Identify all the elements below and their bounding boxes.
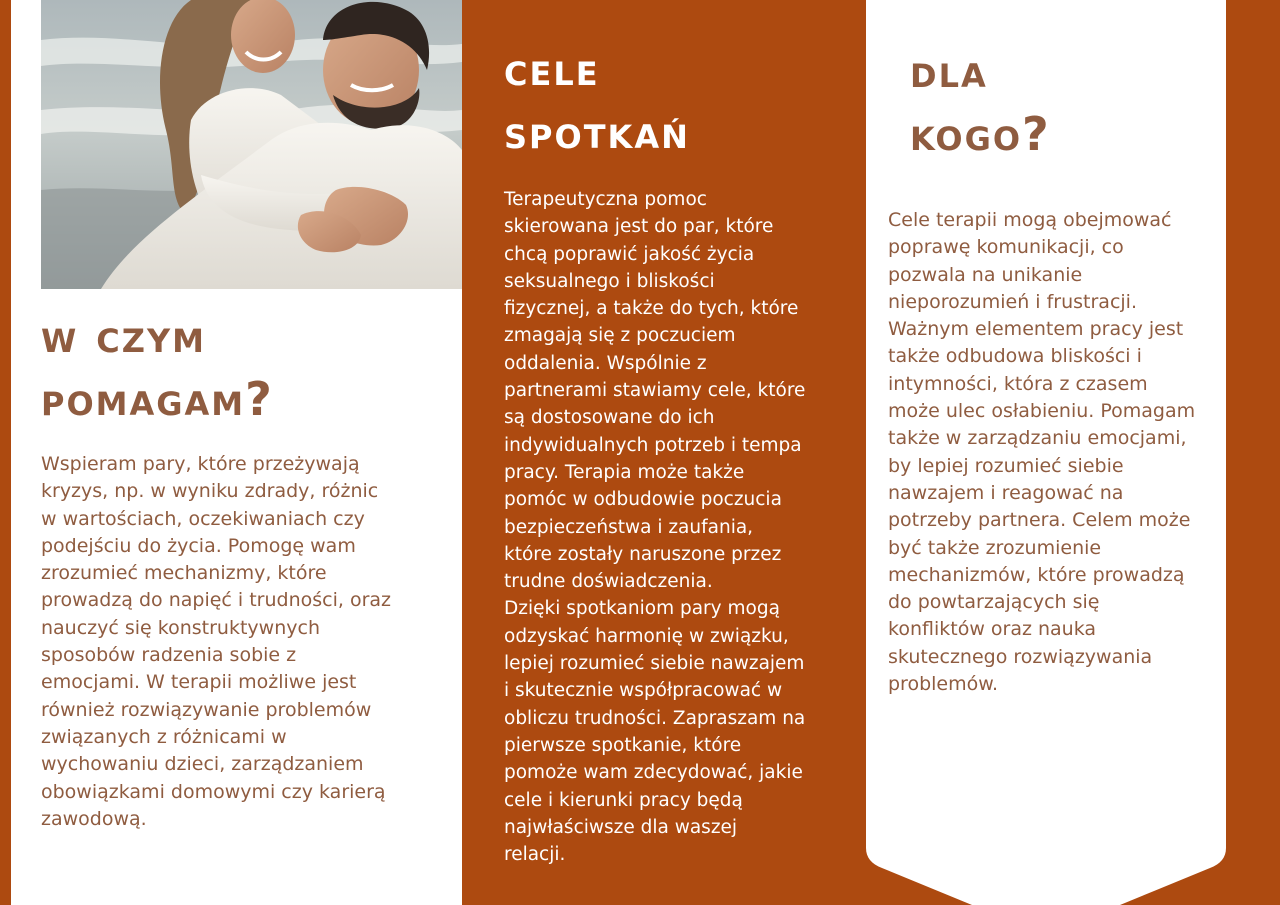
- right-body-line: nawzajem i reagować na: [888, 481, 1124, 504]
- middle-body-line: najwłaściwsze dla waszej: [504, 816, 738, 838]
- right-body-line: Ważnym elementem pracy jest: [888, 318, 1184, 341]
- middle-body-line: bezpieczeństwa i zaufania,: [504, 516, 754, 538]
- left-body-text: [41, 451, 391, 833]
- left-body-line: obowiązkami domowymi czy karierą: [41, 780, 386, 803]
- middle-heading-line: cele: [504, 42, 600, 96]
- left-heading: [41, 305, 274, 431]
- middle-body-line: zmagają się z poczuciem: [504, 325, 736, 347]
- right-body-line: także odbudowa bliskości i: [888, 345, 1142, 368]
- middle-body-line: są dostosowane do ich: [504, 407, 715, 429]
- right-body-line: konfliktów oraz nauka: [888, 618, 1097, 641]
- couple-photo: [41, 0, 462, 289]
- middle-heading: [504, 38, 690, 164]
- middle-body-line: odzyskać harmonię w związku,: [504, 625, 789, 647]
- middle-body-line: cele i kierunki pracy będą: [504, 789, 743, 811]
- left-body-line: zrozumieć mechanizmy, które: [41, 562, 327, 585]
- left-body-line: Wspieram pary, które przeżywają: [41, 453, 360, 475]
- left-body-line: wychowaniu dzieci, zarządzaniem: [41, 753, 364, 776]
- middle-body-line: pierwsze spotkanie, które: [504, 734, 742, 756]
- middle-body-text: [504, 186, 805, 868]
- left-body-line: emocjami. W terapii możliwe jest: [41, 671, 357, 694]
- right-body-line: może ulec osłabieniu. Pomagam: [888, 400, 1196, 423]
- middle-body-line: pomóc w odbudowie poczucia: [504, 489, 782, 511]
- middle-body-line: które zostały naruszone przez: [504, 543, 782, 565]
- middle-body-line: relacji.: [504, 844, 566, 866]
- middle-body-line: seksualnego i bliskości: [504, 270, 715, 292]
- middle-body-line: Terapeutyczna pomoc: [504, 189, 707, 210]
- right-heading-line: kogo?: [910, 107, 1051, 161]
- right-body-line: Cele terapii mogą obejmować: [888, 209, 1172, 231]
- middle-body-line: pomoże wam zdecydować, jakie: [504, 762, 803, 784]
- middle-body-line: partnerami stawiamy cele, które: [504, 380, 806, 402]
- right-heading: [910, 40, 1051, 166]
- right-body-text: [888, 207, 1195, 698]
- right-body-line: by lepiej rozumieć siebie: [888, 454, 1124, 477]
- middle-body-line: lepiej rozumieć siebie nawzajem: [504, 653, 805, 675]
- left-body-line: w wartościach, oczekiwaniach czy: [41, 507, 365, 530]
- right-body-line: potrzeby partnera. Celem może: [888, 509, 1191, 532]
- left-body-line: sposobów radzenia sobie z: [41, 644, 297, 667]
- right-body-line: być także zrozumienie: [888, 536, 1102, 559]
- left-body-line: kryzys, np. w wyniku zdrady, różnic: [41, 480, 379, 503]
- middle-body-line: obliczu trudności. Zapraszam na: [504, 707, 806, 729]
- right-body-line: do powtarzających się: [888, 591, 1100, 614]
- left-body-line: również rozwiązywanie problemów: [41, 698, 372, 721]
- couple-photo-illustration: [41, 0, 462, 289]
- middle-body-line: pracy. Terapia może także: [504, 461, 745, 483]
- right-body-line: pozwala na unikanie: [888, 263, 1083, 286]
- middle-body-line: fizycznej, a także do tych, które: [504, 298, 799, 320]
- right-body-line: poprawę komunikacji, co: [888, 236, 1124, 259]
- middle-heading-line: spotkań: [504, 105, 690, 159]
- middle-body-line: oddalenia. Wspólnie z: [504, 352, 707, 374]
- right-body-line: mechanizmów, które prowadzą: [888, 563, 1185, 586]
- left-body-line: podejściu do życia. Pomogę wam: [41, 534, 356, 557]
- right-heading-line: dla: [910, 44, 988, 98]
- left-body-line: nauczyć się konstruktywnych: [41, 616, 320, 639]
- middle-body-line: trudne doświadczenia.: [504, 571, 713, 593]
- middle-body-line: Dzięki spotkaniom pary mogą: [504, 598, 780, 620]
- left-body-line: związanych z różnicami w: [41, 725, 287, 748]
- right-body-line: skutecznego rozwiązywania: [888, 645, 1153, 668]
- right-body-line: intymności, która z czasem: [888, 372, 1148, 395]
- right-body-line: także w zarządzaniu emocjami,: [888, 427, 1187, 450]
- middle-body-line: skierowana jest do par, które: [504, 216, 774, 238]
- left-body-line: prowadzą do napięć i trudności, oraz: [41, 589, 392, 612]
- middle-body-line: indywidualnych potrzeb i tempa: [504, 434, 802, 456]
- middle-body-line: i skutecznie współpracować w: [504, 680, 783, 702]
- left-heading-line: pomagam?: [41, 372, 274, 426]
- right-body-line: problemów.: [888, 673, 999, 696]
- right-body-line: nieporozumień i frustracji.: [888, 290, 1137, 313]
- left-body-line: zawodową.: [41, 807, 147, 830]
- middle-body-line: chcą poprawić jakość życia: [504, 243, 755, 265]
- left-heading-line: w czym: [41, 309, 207, 363]
